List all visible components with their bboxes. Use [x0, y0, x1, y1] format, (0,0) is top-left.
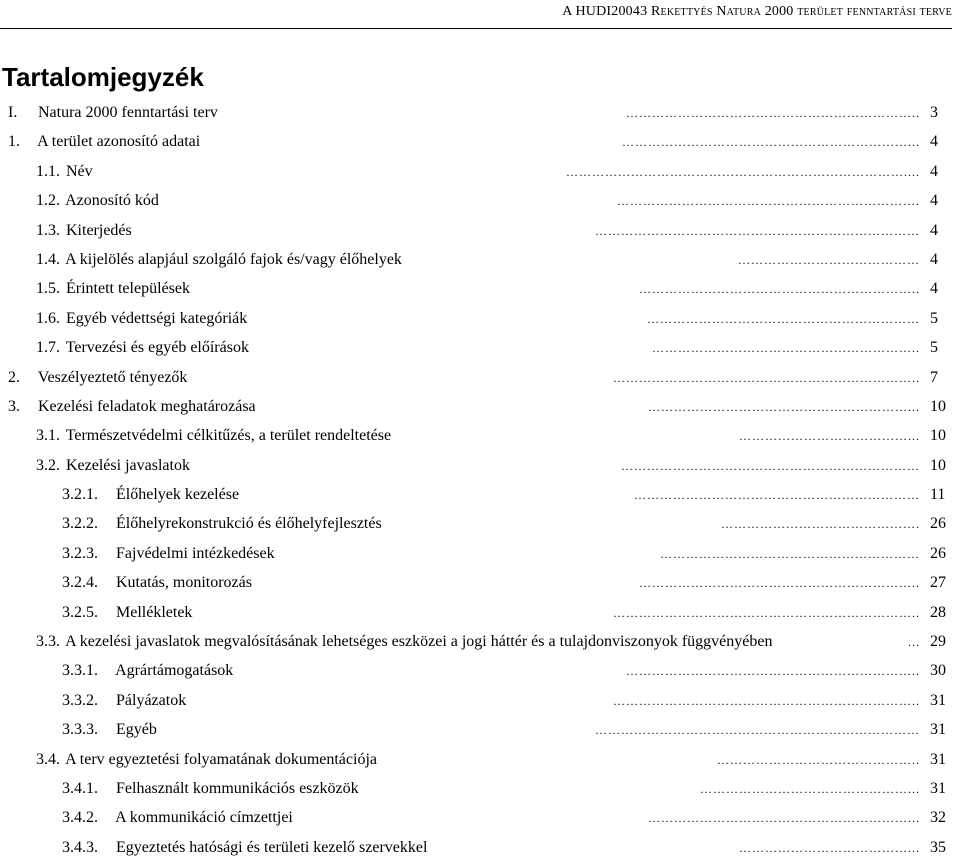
toc-entry[interactable] — [0, 307, 960, 336]
toc-entry-label — [36, 248, 402, 272]
toc-entry-title: A kommunikáció címzettjei — [115, 809, 293, 827]
toc-leader-dots: ……………………………………………………... — [648, 811, 920, 826]
toc-entry-number: 3.2. — [36, 456, 60, 474]
toc-entry-number: 3.2.1. — [62, 486, 98, 504]
toc-entry-label — [62, 689, 186, 713]
toc-entry-number: 3.2.2. — [62, 515, 98, 533]
toc-entry-title: Tervezési és egyéb előírások — [65, 339, 249, 357]
toc-entry-label — [36, 630, 772, 654]
toc-entry[interactable] — [0, 836, 960, 865]
toc-page-number: 10 — [930, 397, 946, 415]
toc-entry[interactable] — [0, 101, 960, 130]
toc-entry[interactable] — [0, 366, 960, 395]
toc-entry-label — [62, 659, 233, 683]
table-of-contents — [0, 101, 960, 865]
toc-entry-number: 1.5. — [36, 280, 60, 298]
toc-page-number: 4 — [930, 280, 938, 298]
toc-entry[interactable] — [0, 395, 960, 424]
toc-entry[interactable] — [0, 454, 960, 483]
toc-entry-title: A kijelölés alapjául szolgáló fajok és/vagy élőhelyek — [65, 250, 402, 268]
toc-entry-label — [36, 277, 190, 301]
toc-leader-dots: …………………………………………………………….. — [613, 693, 920, 708]
toc-entry-title: Pályázatok — [116, 691, 187, 709]
toc-entry-label — [36, 189, 159, 213]
toc-entry-number: 1. — [8, 133, 20, 151]
toc-page-number: 3 — [930, 104, 938, 121]
toc-entry-number: 1.6. — [36, 309, 60, 327]
toc-leader-dots: …………………………………………... — [700, 781, 920, 796]
toc-entry-number: 3.1. — [36, 427, 60, 445]
toc-page-number: 10 — [930, 427, 946, 445]
toc-leader-dots: ……………………………………………………….. — [639, 282, 920, 297]
toc-entry-label — [8, 366, 187, 390]
toc-entry-title: Fajvédelmi intézkedések — [116, 544, 275, 562]
toc-entry-number: 3.4.2. — [62, 809, 98, 827]
toc-entry-label — [36, 336, 249, 360]
toc-entry-label — [62, 483, 239, 507]
toc-entry-number: 3.2.5. — [62, 603, 98, 621]
toc-entry-number: 1.3. — [36, 221, 60, 239]
toc-entry-number: 3.2.3. — [62, 544, 98, 562]
toc-entry[interactable] — [0, 601, 960, 630]
toc-entry-title: Felhasznált kommunikációs eszközök — [116, 779, 359, 797]
toc-page-number: 10 — [930, 456, 946, 474]
toc-leader-dots: ……………………………………………………… — [647, 311, 920, 326]
toc-leader-dots: ………………………………………………………….. — [626, 664, 920, 679]
toc-entry-title: Név — [66, 162, 93, 180]
toc-entry-title: Veszélyeztető tényezők — [37, 368, 188, 386]
toc-leader-dots: …………………………………... — [739, 840, 920, 855]
toc-leader-dots: ... — [908, 635, 920, 650]
toc-entry-number: 1.4. — [36, 250, 60, 268]
toc-leader-dots: …………………………………………………………… — [621, 458, 920, 473]
running-header — [562, 4, 952, 20]
toc-entry-number: 1.1. — [36, 162, 60, 180]
toc-page-number: 5 — [930, 339, 938, 357]
toc-page-number: 4 — [930, 192, 938, 210]
toc-leader-dots: …………………………………………………………... — [622, 135, 920, 150]
toc-page-number: 4 — [930, 221, 938, 239]
toc-page-number: 27 — [930, 574, 946, 592]
toc-entry-title: A terület azonosító adatai — [37, 133, 201, 151]
toc-entry-label — [36, 160, 93, 184]
toc-page-number: 26 — [930, 544, 946, 562]
toc-entry-number: 3.3.3. — [62, 721, 98, 739]
toc-entry-label — [62, 718, 157, 742]
toc-entry[interactable] — [0, 483, 960, 512]
toc-entry-title: Kezelési javaslatok — [66, 456, 190, 474]
toc-entry-label — [8, 395, 256, 419]
toc-entry-label — [36, 424, 391, 448]
toc-entry-title: Egyéb védettségi kategóriák — [66, 309, 248, 327]
toc-entry-title: Kezelési feladatok meghatározása — [38, 397, 256, 415]
toc-leader-dots: ……………………………………………………….. — [639, 576, 920, 591]
toc-entry[interactable] — [0, 248, 960, 277]
toc-entry-number: 1.7. — [36, 339, 60, 357]
toc-page-number: 31 — [930, 779, 946, 797]
toc-leader-dots: ……………………………………………………... — [648, 399, 920, 414]
toc-entry-label — [62, 836, 427, 860]
toc-entry[interactable] — [0, 542, 960, 571]
toc-leader-dots: ………………………………………………………….. — [626, 106, 920, 120]
toc-entry-label — [36, 748, 377, 772]
toc-entry-number: 3.4. — [36, 750, 60, 768]
toc-entry-title: A kezelési javaslatok megvalósításának lehetséges eszközei a jogi háttér és a tulajdonviszonyok függvényében — [65, 633, 773, 651]
toc-entry-number: 3.3. — [36, 633, 60, 651]
toc-entry-label — [62, 542, 275, 566]
toc-page-number: 4 — [930, 250, 938, 268]
toc-entry-title: Egyéb — [116, 721, 157, 739]
toc-entry-label — [62, 601, 192, 625]
toc-entry-label — [36, 454, 190, 478]
toc-entry-label — [62, 512, 382, 536]
toc-page-number: 31 — [930, 721, 946, 739]
toc-entry-title: Agrártámogatások — [115, 662, 234, 680]
toc-entry[interactable] — [0, 777, 960, 806]
toc-entry[interactable] — [0, 219, 960, 248]
toc-entry-number: I. — [8, 104, 18, 121]
toc-entry[interactable] — [0, 512, 960, 541]
toc-entry-number: 2. — [8, 368, 20, 386]
toc-page-number: 7 — [930, 368, 938, 386]
toc-entry-number: 3.4.1. — [62, 779, 98, 797]
toc-entry-title: Azonosító kód — [65, 192, 159, 210]
toc-leader-dots: …………………………………………………………….. — [613, 370, 920, 385]
toc-entry[interactable] — [0, 630, 960, 659]
toc-entry[interactable] — [0, 160, 960, 189]
toc-leader-dots: ………………………………………………………… — [634, 488, 920, 503]
toc-leader-dots: ………………………………………………………………… — [595, 723, 920, 738]
toc-entry-number: 3.3.2. — [62, 691, 98, 709]
toc-page-number: 4 — [930, 133, 938, 151]
toc-entry[interactable] — [0, 659, 960, 688]
toc-entry-title: Élőhelyek kezelése — [116, 486, 240, 504]
toc-entry[interactable] — [0, 130, 960, 159]
header-rule — [0, 28, 952, 29]
toc-entry-number: 3.3.1. — [62, 662, 98, 680]
toc-page-number: 5 — [930, 309, 938, 327]
toc-page-number: 31 — [930, 691, 946, 709]
toc-entry-title: Natura 2000 fenntartási terv — [38, 104, 218, 121]
toc-page-number: 29 — [930, 633, 946, 651]
toc-leader-dots: ………………………………………………………………… — [595, 223, 920, 238]
toc-entry-number: 3. — [8, 397, 20, 415]
toc-page-number: 11 — [930, 486, 946, 504]
toc-leader-dots: …………………………………... — [739, 429, 920, 444]
toc-page-number: 4 — [930, 162, 938, 180]
toc-entry[interactable] — [0, 718, 960, 747]
toc-entry[interactable] — [0, 748, 960, 777]
running-header-text: A HUDI20043 Rekettyés Natura 2000 terület fenntartási terve — [562, 4, 952, 19]
toc-entry-title: Természetvédelmi célkitűzés, a terület rendeltetése — [65, 427, 392, 445]
toc-entry-title: Érintett települések — [66, 280, 190, 298]
toc-entry-title: Élőhelyrekonstrukció és élőhelyfejlesztés — [116, 515, 382, 533]
toc-entry[interactable] — [0, 689, 960, 718]
toc-page-number: 28 — [930, 603, 946, 621]
toc-leader-dots: …………………………………………………………………….... — [566, 164, 920, 179]
toc-entry-label — [36, 219, 132, 243]
toc-entry-label — [62, 571, 252, 595]
toc-leader-dots: …………………………………… — [738, 252, 920, 267]
toc-entry[interactable] — [0, 424, 960, 453]
toc-entry-number: 3.2.4. — [62, 574, 98, 592]
toc-leader-dots: …………………………………………………………….. — [613, 605, 920, 620]
toc-entry-title: Mellékletek — [116, 603, 193, 621]
toc-entry-label — [8, 130, 200, 154]
toc-page-number: 30 — [930, 662, 946, 680]
toc-entry[interactable] — [0, 806, 960, 835]
toc-entry-label — [62, 806, 293, 830]
toc-entry[interactable] — [0, 277, 960, 306]
toc-leader-dots: …………………………………………………….. — [652, 341, 920, 356]
toc-entry-title: Kiterjedés — [66, 221, 132, 239]
toc-entry[interactable] — [0, 571, 960, 600]
toc-entry-number: 3.4.3. — [62, 838, 98, 856]
toc-page-number: 26 — [930, 515, 946, 533]
toc-entry-title: A terv egyeztetési folyamatának dokumentációja — [65, 750, 377, 768]
toc-title: Tartalomjegyzék — [2, 62, 204, 92]
toc-entry-label — [36, 307, 247, 331]
toc-entry-label — [8, 101, 218, 125]
toc-leader-dots: ……………………………………….. — [717, 752, 920, 767]
toc-leader-dots: ………………………………………. — [721, 517, 920, 532]
toc-entry[interactable] — [0, 189, 960, 218]
toc-entry-label — [62, 777, 359, 801]
toc-leader-dots: …………………………………………………… — [660, 546, 920, 561]
toc-entry[interactable] — [0, 336, 960, 365]
toc-entry-title: Kutatás, monitorozás — [116, 574, 252, 592]
toc-page-number: 35 — [930, 838, 946, 856]
toc-leader-dots: ……………………………………………………………. — [617, 194, 920, 209]
toc-entry-title: Egyeztetés hatósági és területi kezelő szervekkel — [116, 838, 428, 856]
toc-page-number: 32 — [930, 809, 946, 827]
toc-page-number: 31 — [930, 750, 946, 768]
toc-entry-number: 1.2. — [36, 192, 60, 210]
